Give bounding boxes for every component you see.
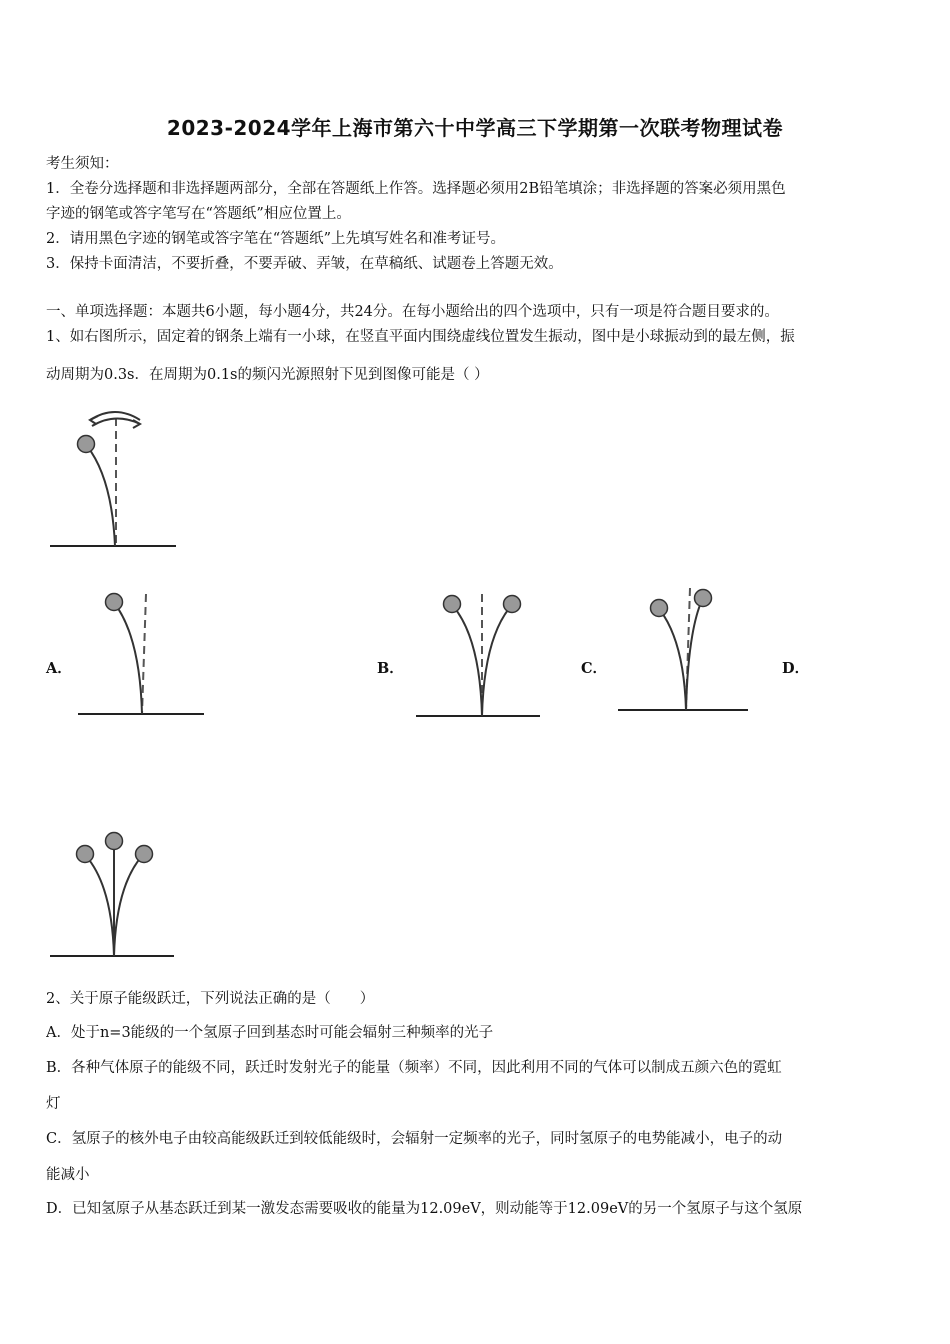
q2-stem: 2、关于原子能级跃迁，下列说法正确的是（ ）: [46, 991, 375, 1007]
option-d-figure: [44, 826, 184, 961]
q2-option-b-line1: B．各种气体原子的能级不同，跃迁时发射光子的能量（频率）不同，因此利用不同的气体可以制成五颜六色的霓虹: [46, 1060, 782, 1076]
option-c-figure: [612, 582, 757, 714]
notice-item-2: 2．请用黑色字迹的钢笔或答字笔在“答题纸”上先填写姓名和准考证号。: [46, 231, 506, 247]
option-c-label: C．: [581, 660, 608, 677]
option-a-figure: [70, 588, 210, 718]
option-a-label: A．: [46, 660, 72, 677]
option-d-label: D．: [782, 660, 810, 677]
section-heading: 一、单项选择题：本题共6小题，每小题4分，共24分。在每小题给出的四个选项中，只有一项是符合题目要求的。: [46, 304, 779, 320]
q2-option-c-line2: 能减小: [46, 1167, 90, 1183]
q2-option-b-line2: 灯: [46, 1096, 61, 1112]
q1-stem-line2: 动周期为0.3s．在周期为0.1s的频闪光源照射下见到图像可能是（ ）: [46, 367, 489, 383]
notice-item-1-cont: 字迹的钢笔或答字笔写在“答题纸”相应位置上。: [46, 206, 351, 222]
q2-option-a: A．处于n=3能级的一个氢原子回到基态时可能会辐射三种频率的光子: [46, 1025, 494, 1041]
q2-option-d-line1: D．已知氢原子从基态跃迁到某一激发态需要吸收的能量为12.09eV，则动能等于12.09eV的另一个氢原子与这个氢原: [46, 1201, 803, 1217]
notice-heading: 考生须知：: [46, 156, 119, 172]
q1-reference-figure: [40, 398, 190, 553]
exam-title: 2023-2024学年上海市第六十中学高三下学期第一次联考物理试卷: [166, 116, 784, 140]
option-b-figure: [410, 588, 550, 720]
q1-stem-line1: 1、如右图所示，固定着的钢条上端有一小球，在竖直平面内围绕虚线位置发生振动，图中是小球振动到的最左侧，振: [46, 329, 795, 345]
notice-item-3: 3．保持卡面清洁，不要折叠，不要弄破、弄皱，在草稿纸、试题卷上答题无效。: [46, 256, 563, 272]
q2-option-c-line1: C．氢原子的核外电子由较高能级跃迁到较低能级时，会辐射一定频率的光子，同时氢原子的电势能减小，电子的动: [46, 1131, 783, 1147]
option-b-label: B．: [377, 660, 404, 677]
notice-item-1: 1．全卷分选择题和非选择题两部分，全部在答题纸上作答。选择题必须用2B铅笔填涂；非选择题的答案必须用黑色: [46, 181, 786, 197]
